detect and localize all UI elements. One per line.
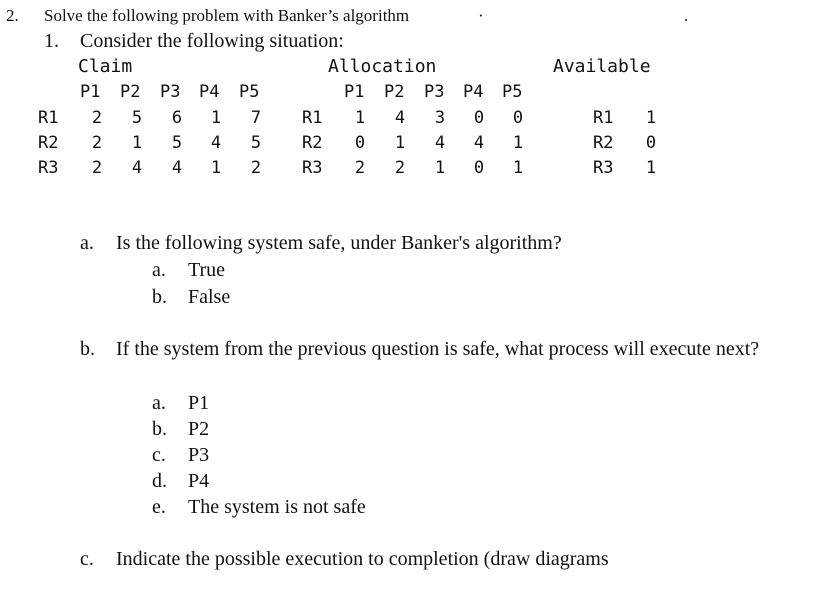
available-title: Available [553, 56, 651, 77]
qb-option-letter: c. [152, 444, 166, 466]
allocation-row-label: R1 [302, 108, 323, 128]
stray-dot: . [684, 6, 689, 25]
allocation-cell: 2 [354, 158, 366, 178]
allocation-cell: 3 [434, 108, 446, 128]
claim-cell: 1 [210, 108, 222, 128]
allocation-header-p4: P4 [463, 82, 484, 102]
claim-cell: 5 [171, 133, 183, 153]
question-number: 2. [6, 6, 19, 25]
claim-cell: 6 [171, 108, 183, 128]
qb-option-letter: b. [152, 418, 167, 440]
allocation-header-p3: P3 [424, 82, 445, 102]
allocation-cell: 4 [473, 133, 485, 153]
available-row-label: R3 [593, 158, 614, 178]
qa-option-true[interactable]: True [188, 259, 226, 281]
claim-header-p2: P2 [120, 82, 141, 102]
allocation-cell: 0 [473, 108, 485, 128]
claim-cell: 2 [91, 133, 103, 153]
allocation-cell: 1 [512, 158, 524, 178]
qb-option-p2[interactable]: P2 [188, 418, 210, 440]
allocation-cell: 2 [394, 158, 406, 178]
stray-mark: · [478, 6, 484, 25]
allocation-cell: 1 [512, 133, 524, 153]
claim-header-p1: P1 [80, 82, 101, 102]
qa-option-false[interactable]: False [188, 286, 231, 308]
claim-cell: 2 [91, 108, 103, 128]
allocation-cell: 0 [354, 133, 366, 153]
sub1-number: 1. [44, 30, 59, 52]
allocation-row-label: R3 [302, 158, 323, 178]
claim-row-label: R3 [38, 158, 59, 178]
qb-option-p1[interactable]: P1 [188, 392, 210, 414]
claim-header-p3: P3 [160, 82, 181, 102]
allocation-header-p1: P1 [344, 82, 365, 102]
available-cell: 1 [645, 108, 657, 128]
claim-cell: 2 [250, 158, 262, 178]
question-title: Solve the following problem with Banker’s algorithm [44, 6, 410, 25]
claim-cell: 5 [131, 108, 143, 128]
qc-letter: c. [80, 548, 94, 570]
qb-text: If the system from the previous question is safe, what process will execute next? [116, 338, 760, 360]
allocation-header-p5: P5 [502, 82, 523, 102]
allocation-title: Allocation [328, 56, 437, 77]
allocation-cell: 4 [434, 133, 446, 153]
qa-letter: a. [80, 232, 94, 254]
claim-header-p5: P5 [239, 82, 260, 102]
qb-option-not-safe[interactable]: The system is not safe [188, 496, 366, 518]
available-cell: 0 [645, 133, 657, 153]
qb-option-letter: e. [152, 496, 166, 518]
claim-cell: 4 [171, 158, 183, 178]
claim-cell: 5 [250, 133, 262, 153]
allocation-cell: 4 [394, 108, 406, 128]
claim-cell: 1 [210, 158, 222, 178]
available-row-label: R2 [593, 133, 614, 153]
allocation-cell: 1 [394, 133, 406, 153]
claim-cell: 4 [131, 158, 143, 178]
available-cell: 1 [645, 158, 657, 178]
qb-option-p3[interactable]: P3 [188, 444, 210, 466]
allocation-row-label: R2 [302, 133, 323, 153]
qb-option-letter: a. [152, 392, 166, 414]
allocation-cell: 1 [354, 108, 366, 128]
claim-title: Claim [78, 56, 133, 77]
claim-row-label: R2 [38, 133, 59, 153]
allocation-cell: 1 [434, 158, 446, 178]
qa-option-letter: b. [152, 286, 167, 308]
allocation-cell: 0 [473, 158, 485, 178]
claim-cell: 1 [131, 133, 143, 153]
allocation-cell: 0 [512, 108, 524, 128]
claim-cell: 4 [210, 133, 222, 153]
sub1-text: Consider the following situation: [80, 30, 344, 52]
claim-cell: 2 [91, 158, 103, 178]
qb-option-p4[interactable]: P4 [188, 470, 210, 492]
qb-letter: b. [80, 338, 95, 360]
qb-option-letter: d. [152, 470, 167, 492]
claim-header-p4: P4 [199, 82, 220, 102]
claim-row-label: R1 [38, 108, 59, 128]
allocation-header-p2: P2 [384, 82, 405, 102]
qa-option-letter: a. [152, 259, 166, 281]
available-row-label: R1 [593, 108, 614, 128]
claim-cell: 7 [250, 108, 262, 128]
qc-text: Indicate the possible execution to completion (draw diagrams [116, 548, 609, 570]
qa-text: Is the following system safe, under Banker's algorithm? [116, 232, 562, 254]
